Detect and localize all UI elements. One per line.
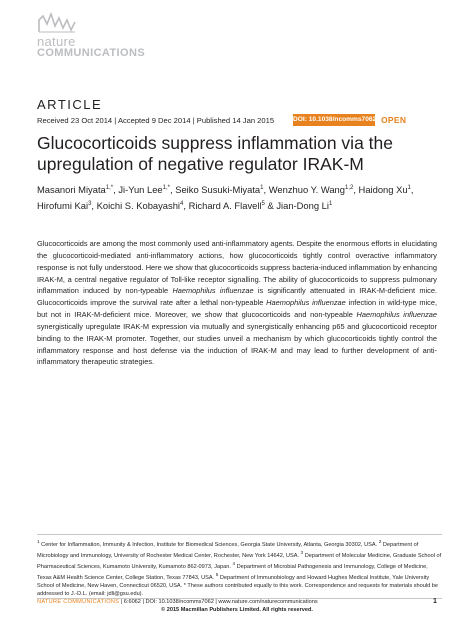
logo-wave-graphic — [37, 12, 77, 34]
article-type-label: ARTICLE — [37, 97, 103, 112]
affiliation-marker: 5 — [215, 572, 219, 578]
author-affiliation-marker: 1,* — [162, 185, 170, 191]
abstract-text: is significantly attenuated in IRAK-M-deficient mice. Glucocorticoids improve the survival rate after a lethal non-typeable — [37, 286, 437, 308]
author-name[interactable] — [118, 184, 170, 195]
affiliations-footnote — [37, 538, 442, 599]
author-name[interactable] — [276, 200, 332, 211]
copyright-notice: © 2015 Macmillan Publishers Limited. All rights reserved. — [161, 607, 313, 613]
author-affiliation-marker: 1,* — [105, 185, 114, 191]
footer-citation-text[interactable]: | 6:6062 | DOI: 10.1038/ncomms7062 | www.nature.com/naturecommunications — [119, 599, 318, 605]
author-name-text: Wenzhuo Y. Wang — [268, 184, 345, 196]
logo-communications-text: COMMUNICATIONS — [37, 47, 146, 59]
footer-journal-name: NATURE COMMUNICATIONS — [37, 599, 120, 605]
author-list: Masanori Miyata$^{1,*}$, Ji-Yun Lee$^{1,*}$, Seiko Susuki-Miyata$^1$, Wenzhuo Y. Wang$^{1,2}$, Haidong Xu$^1$, Hirofumi Kai$^3$, Koichi S. Kobayashi$^4$, Richard A. Flavell$^5$ & Jian-Dong Li$^1$ — [37, 184, 414, 212]
affiliation-text: Department of Microbiology and Immunology, University of Rochester Medical Center, Rochester, New York 14642, USA. — [37, 541, 419, 559]
author-name[interactable] — [189, 200, 265, 211]
abstract — [37, 238, 437, 368]
author-name[interactable] — [359, 184, 411, 195]
author-affiliation-marker: 1 — [407, 185, 411, 191]
journal-logo — [37, 12, 157, 60]
doi-badge[interactable]: DOI: 10.1038/ncomms7062 — [293, 114, 375, 126]
author-name[interactable] — [175, 184, 263, 195]
author-name-text: Masanori Miyata — [37, 184, 106, 196]
author-name[interactable] — [37, 184, 113, 195]
affiliation-text: Department of Immunobiology and Howard Hughes Medical Institute, Yale University School of Medicine, New Haven, Connecticut 06520, USA. * These authors contributed equally to this work. Correspondence and requests for materials should be addressed to J.-D.L. (email: jdli@gsu.edu). — [37, 575, 439, 598]
footer-citation — [37, 599, 318, 605]
author-name-text: Ji-Yun Lee — [118, 184, 163, 196]
logo-nature-text: nature — [37, 34, 76, 49]
date-separator: | — [192, 116, 197, 125]
affiliation-text: Department of Microbial Pathogenesis and Immunology, College of Medicine, Texas A&M Health Science Center, College Station, Texas 77843, USA. — [37, 563, 428, 582]
author-name-text: Koichi S. Kobayashi — [96, 200, 181, 212]
abstract-species-name: Haemophilus influenzae — [266, 298, 346, 308]
author-affiliation-marker: 4 — [180, 201, 184, 208]
author-name-text: Hirofumi Kai — [37, 200, 89, 212]
affiliation-text: Department of Molecular Medicine, Graduate School of Pharmaceutical Sciences, Kumamoto University, Kumamoto 862-0973, Japan. — [37, 552, 442, 570]
affiliation-marker: 1 — [37, 539, 40, 544]
author-name[interactable] — [269, 184, 354, 195]
abstract-text: Glucocorticoids are among the most commonly used anti-inflammatory agents. Despite the enormous efforts in elucidating the glucocorticoid-mediated anti-inflammatory actions, how glucocorticoids tightly control overactive inflammatory response is not fully understood. Here we show that glucocorticoids suppress bacteria-induced inflammation by enhancing IRAK-M, a central negative regulator of Toll-like receptor signalling. The ability of glucocorticoids to suppress pulmonary inflammation induced by non-typeable — [37, 239, 437, 296]
author-name[interactable] — [37, 200, 91, 211]
abstract-text: infection in wild-type mice, but not in IRAK-M-deficient mice. Moreover, we show that glucocorticoids and non-typeable — [37, 298, 437, 320]
date-separator: | — [114, 116, 118, 125]
abstract-species-name: Haemophilus influenzae — [172, 286, 254, 296]
published-date: Published 14 Jan 2015 — [196, 116, 275, 125]
abstract-text: synergistically upregulate IRAK-M expression via mutually and synergistically enhancing p65 and glucocorticoid receptor binding to the IRAK-M promoter. Together, our studies unveil a mechanism by which glucocorticoids tightly control the inflammatory response and host defense via the induction of IRAK-M and may lead to further development of anti-inflammatory therapeutic strategies. — [37, 321, 437, 367]
author-affiliation-marker: 5 — [261, 201, 265, 208]
affiliation-marker: 3 — [300, 550, 304, 556]
affiliation-text: Center for Inflammation, Immunity & Infection, Institute for Biomedical Sciences, Georgia State University, Atlanta, Georgia 30302, USA. — [39, 541, 379, 548]
author-name[interactable] — [97, 200, 184, 211]
author-name-text: Seiko Susuki-Miyata — [175, 184, 261, 196]
open-access-label: OPEN — [381, 115, 407, 125]
abstract-species-name: Haemophilus influenzae — [356, 310, 437, 320]
affiliation-marker: 2 — [378, 539, 382, 544]
accepted-date: Accepted 9 Dec 2014 — [117, 116, 191, 125]
page-number: 1 — [433, 598, 437, 605]
author-name-text: Jian-Dong Li — [276, 200, 329, 212]
author-affiliation-marker: 3 — [88, 201, 92, 208]
affiliation-marker: 4 — [232, 561, 236, 567]
publication-dates — [37, 116, 274, 125]
received-date: Received 23 Oct 2014 — [37, 116, 113, 125]
author-affiliation-marker: 1 — [260, 185, 264, 191]
author-name-text: Haidong Xu — [358, 184, 408, 196]
author-affiliation-marker: 1,2 — [344, 185, 354, 191]
author-name-text: Richard A. Flavell — [188, 200, 262, 212]
author-affiliation-marker: 1 — [328, 201, 333, 208]
article-title: Glucocorticoids suppress inflammation via the upregulation of negative regulator IRAK-M — [37, 133, 393, 174]
footnote-divider — [37, 534, 442, 535]
